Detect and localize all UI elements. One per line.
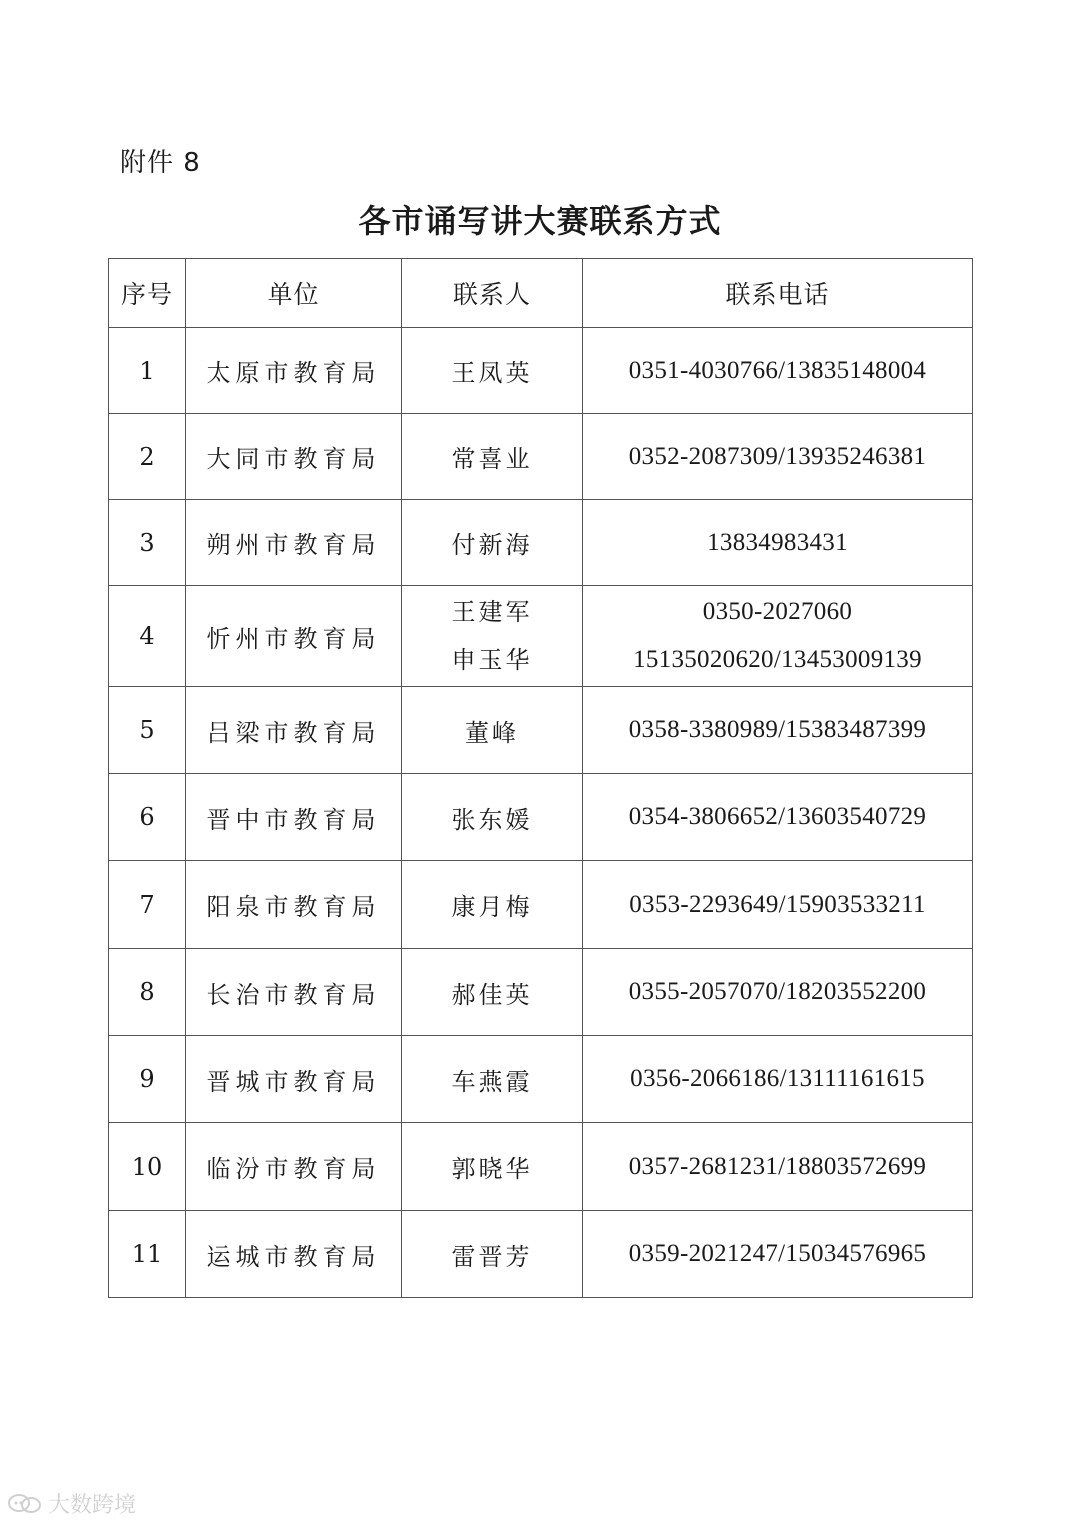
table-row (109, 949, 973, 1036)
cell-person (402, 1123, 583, 1211)
cell-unit: 晋城市教育局 (186, 1036, 402, 1123)
cell-no: 8 (109, 949, 186, 1036)
person-name: 雷晋芳 (451, 1242, 533, 1271)
phone-number: 0352-2087309/13935246381 (628, 442, 927, 470)
table-row (109, 1123, 973, 1211)
chat-bubbles-icon (8, 1493, 42, 1515)
phone-number: 0351-4030766/13835148004 (628, 356, 927, 384)
cell-unit: 阳泉市教育局 (186, 861, 402, 949)
cell-person (402, 1211, 583, 1298)
cell-person (402, 774, 583, 861)
table-row (109, 861, 973, 949)
table-row (109, 586, 973, 687)
header-row (109, 259, 973, 328)
table-body (109, 328, 973, 1298)
cell-person (402, 949, 583, 1036)
person-name: 董峰 (465, 718, 519, 747)
person-name: 王凤英 (451, 359, 533, 387)
table-row (109, 774, 973, 861)
cell-unit: 临汾市教育局 (186, 1123, 402, 1211)
cell-unit: 运城市教育局 (186, 1211, 402, 1298)
table-row (109, 328, 973, 414)
person-name: 王建军 (451, 598, 533, 626)
contacts-table (108, 258, 973, 1298)
cell-phone (583, 1123, 973, 1211)
cell-phone (583, 1211, 973, 1298)
person-name: 张东媛 (451, 805, 533, 834)
cell-no: 2 (109, 414, 186, 500)
cell-unit: 吕梁市教育局 (186, 687, 402, 774)
cell-no: 6 (109, 774, 186, 861)
column-header-no: 序号 (109, 259, 186, 328)
cell-unit: 长治市教育局 (186, 949, 402, 1036)
cell-person (402, 328, 583, 414)
person-name: 付新海 (451, 531, 533, 559)
phone-number: 0359-2021247/15034576965 (628, 1240, 927, 1267)
phone-number: 0358-3380989/15383487399 (628, 716, 927, 743)
person-name: 康月梅 (451, 893, 533, 921)
cell-person (402, 687, 583, 774)
cell-person (402, 1036, 583, 1123)
watermark (8, 1488, 136, 1519)
cell-no: 10 (109, 1123, 186, 1211)
phone-number: 0356-2066186/13111161615 (630, 1065, 925, 1092)
cell-phone (583, 586, 973, 687)
person-name: 郝佳英 (451, 980, 533, 1009)
column-header-person: 联系人 (402, 259, 583, 328)
cell-phone (583, 687, 973, 774)
table-row (109, 500, 973, 586)
attachment-label: 附件 8 (120, 148, 201, 178)
person-name: 郭晓华 (451, 1155, 533, 1183)
column-header-phone: 联系电话 (583, 259, 973, 328)
cell-phone (583, 414, 973, 500)
cell-phone (583, 861, 973, 949)
cell-person (402, 586, 583, 687)
column-header-unit: 单位 (186, 259, 402, 328)
cell-person (402, 414, 583, 500)
cell-no: 4 (109, 586, 186, 687)
table-row (109, 1211, 973, 1298)
phone-number: 0354-3806652/13603540729 (628, 803, 927, 830)
table-row (109, 1036, 973, 1123)
phone-number: 0357-2681231/18803572699 (628, 1152, 927, 1180)
phone-number: 0353-2293649/15903533211 (629, 890, 926, 918)
phone-number: 0355-2057070/18203552200 (628, 978, 927, 1005)
cell-phone (583, 949, 973, 1036)
table-row (109, 687, 973, 774)
table-row (109, 414, 973, 500)
cell-no: 7 (109, 861, 186, 949)
person-name: 常喜业 (451, 445, 533, 473)
document-title: 各市诵写讲大赛联系方式 (358, 202, 722, 240)
cell-phone (583, 1036, 973, 1123)
phone-number: 0350-2027060 (702, 598, 853, 625)
cell-no: 1 (109, 328, 186, 414)
cell-no: 3 (109, 500, 186, 586)
cell-no: 9 (109, 1036, 186, 1123)
cell-unit: 太原市教育局 (186, 328, 402, 414)
cell-phone (583, 500, 973, 586)
phone-number: 13834983431 (707, 528, 848, 556)
cell-unit: 忻州市教育局 (186, 586, 402, 687)
cell-phone (583, 328, 973, 414)
person-name: 申玉华 (451, 646, 533, 674)
phone-number: 15135020620/13453009139 (633, 646, 922, 673)
cell-phone (583, 774, 973, 861)
person-name: 车燕霞 (451, 1067, 533, 1096)
cell-no: 5 (109, 687, 186, 774)
cell-unit: 大同市教育局 (186, 414, 402, 500)
watermark-text: 大数跨境 (48, 1493, 137, 1518)
table-header (109, 259, 973, 328)
cell-unit: 朔州市教育局 (186, 500, 402, 586)
cell-person (402, 861, 583, 949)
cell-no: 11 (109, 1211, 186, 1298)
cell-unit: 晋中市教育局 (186, 774, 402, 861)
cell-person (402, 500, 583, 586)
